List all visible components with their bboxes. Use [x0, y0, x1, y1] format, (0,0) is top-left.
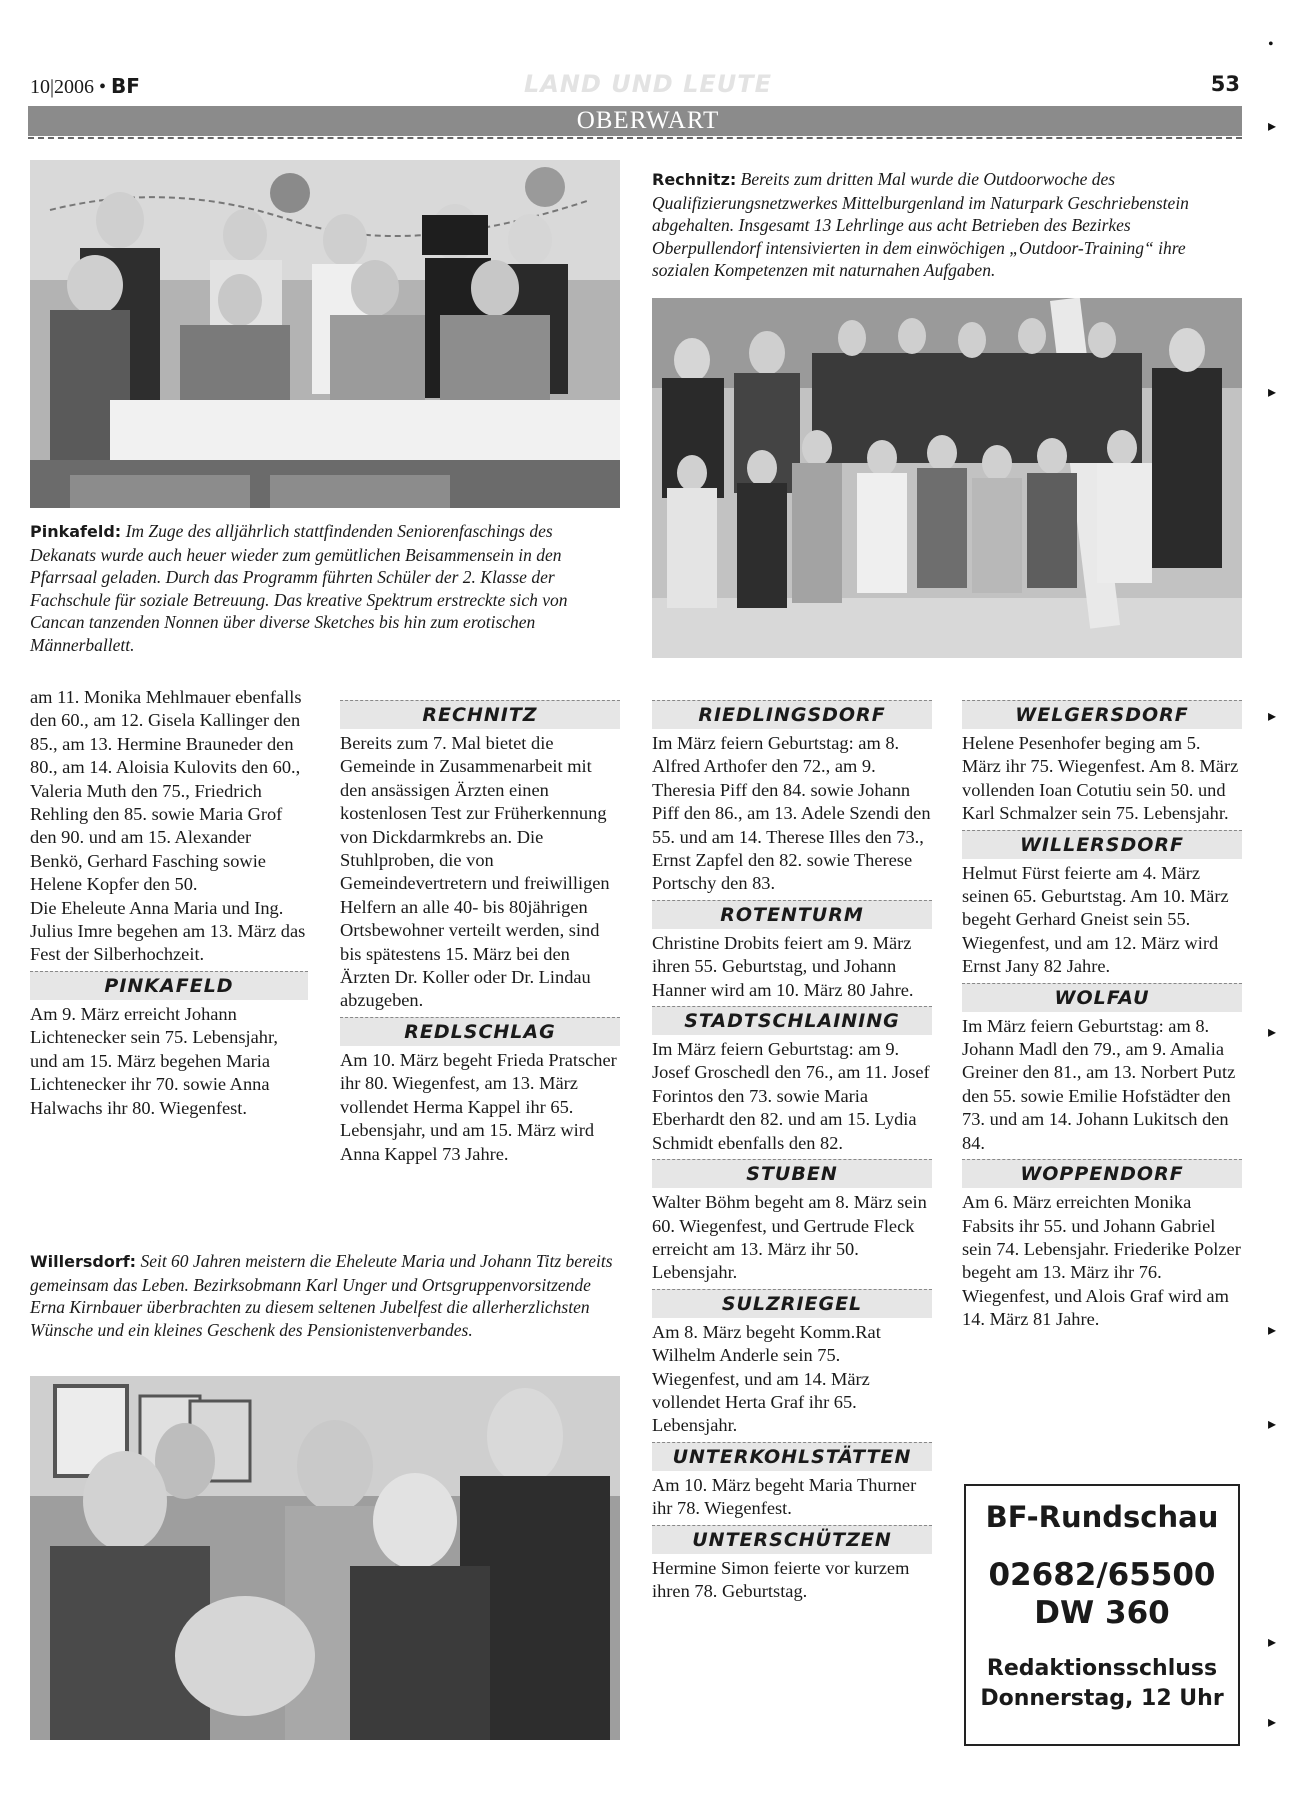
- text-stadtschlaining: Im März feiern Geburtstag: am 9. Josef Groschedl den 76., am 11. Josef Forintos den 73. sowie Maria Eberhardt den 82. und am 15. Lydia Schmidt ebenfalls den 82.: [652, 1039, 930, 1153]
- margin-mark: ▸: [1268, 1634, 1277, 1651]
- caption-rechnitz-text: Bereits zum dritten Mal wurde die Outdoorwoche des Qualifizierungsnetzwerkes Mittelburgenland im Naturpark Geschriebenstein abgehalten. Insgesamt 13 Lehrlinge aus acht Betrieben des Bezirkes Oberpullendorf intensivierten in dem einwöchigen „Outdoor-Training“ ihre sozialen Kompetenzen mit naturnahen Aufgaben.: [652, 169, 1189, 280]
- issue-bullet: •: [99, 76, 107, 98]
- margin-mark: •: [1268, 36, 1274, 53]
- brand-label: BF: [111, 74, 140, 98]
- text-riedlingsdorf: Im März feiern Geburtstag: am 8. Alfred Arthofer den 72., am 9. Theresia Piff den 84. sowie Johann Piff den 86., am 13. Adele Szendi den 55. und am 14. Therese Illes den 73., Ernst Zapfel den 82. sowie Therese Portschy den 83.: [652, 733, 931, 894]
- heading-stuben: STUBEN: [652, 1159, 932, 1188]
- heading-pinkafeld: PINKAFELD: [30, 971, 308, 1000]
- text-welgersdorf: Helene Pesenhofer beging am 5. März ihr 75. Wiegenfest. Am 8. März vollenden Ioan Cotutiu sein 50. und Karl Schmalzer sein 75. Lebensjahr.: [962, 733, 1239, 824]
- column-1-lead: am 11. Monika Mehlmauer ebenfalls den 60., am 12. Gisela Kallinger den 85., am 13. Hermine Brauneder den 80., am 14. Aloisia Kulovits den 60., Valeria Muth den 75., Friedrich Rehling den 85. sowie Maria Grof den 90. und am 15. Alexander Benkö, Gerhard Fasching sowie Helene Kopfer den 50.: [30, 687, 302, 895]
- text-pinkafeld: Am 9. März erreicht Johann Lichtenecker sein 75. Lebensjahr, und am 15. März begehen Maria Lichtenecker ihr 70. sowie Anna Halwachs ihr 80. Wiegenfest.: [30, 1003, 278, 1118]
- heading-woppendorf: WOPPENDORF: [962, 1159, 1242, 1188]
- text-unterschuetzen: Hermine Simon feierte vor kurzem ihren 78. Geburtstag.: [652, 1557, 910, 1601]
- text-rotenturm: Christine Drobits feiert am 9. März ihren 55. Geburtstag, und Johann Hanner wird am 10. März 80 Jahre.: [652, 932, 914, 1000]
- issue-number: 10|2006: [30, 76, 95, 98]
- caption-willersdorf-text: Seit 60 Jahren meistern die Eheleute Maria und Johann Titz bereits gemeinsam das Leben. Bezirksobmann Karl Unger und Ortsgruppenvorsitzende Erna Kirnbauer überbrachten zu diesem seltenen Jubelfest die allerherzlichsten Wünsche und ein kleines Geschenk des Pensionistenverbandes.: [30, 1251, 613, 1340]
- heading-stadtschlaining: STADTSCHLAINING: [652, 1006, 932, 1035]
- margin-mark: ▸: [1268, 708, 1277, 725]
- photo-willersdorf-couple: [30, 1376, 620, 1740]
- margin-mark: ▸: [1268, 1416, 1277, 1433]
- box-phone: 02682/65500: [988, 1557, 1216, 1593]
- margin-mark: ▸: [1268, 1322, 1277, 1339]
- caption-rechnitz-place: Rechnitz:: [652, 170, 737, 189]
- heading-unterschuetzen: UNTERSCHÜTZEN: [652, 1525, 932, 1554]
- caption-willersdorf-place: Willersdorf:: [30, 1252, 137, 1271]
- heading-redlschlag: REDLSCHLAG: [340, 1017, 620, 1046]
- text-rechnitz: Bereits zum 7. Mal bietet die Gemeinde in Zusammenarbeit mit den ansässigen Ärzten einen kostenlosen Test zur Früherkennung von Dickdarmkrebs an. Die Stuhlproben, die von Gemeindevertretern und freiwilligen Helfern an alle 40- bis 80jährigen Ortsbewohner verteilt werden, sind bis spätestens 15. März bei den Ärzten Dr. Koller oder Dr. Lindau abzugeben.: [340, 733, 610, 1011]
- header-divider: [28, 137, 1242, 139]
- column-3: [652, 696, 932, 1603]
- heading-riedlingsdorf: RIEDLINGSDORF: [652, 700, 932, 729]
- margin-mark: ▸: [1268, 1024, 1277, 1041]
- box-deadline-time: Donnerstag, 12 Uhr: [980, 1686, 1224, 1711]
- section-title: LAND UND LEUTE: [523, 70, 773, 98]
- box-deadline: [966, 1654, 1238, 1714]
- caption-willersdorf: [30, 1250, 620, 1341]
- photo-rechnitz-group: [652, 298, 1242, 658]
- text-woppendorf: Am 6. März erreichten Monika Fabsits ihr 55. und Johann Gabriel sein 74. Lebensjahr. Friederike Polzer begeht am 13. März ihr 76. Wiegenfest, und Alois Graf wird am 14. März 81 Jahre.: [962, 1192, 1241, 1330]
- text-stuben: Walter Böhm begeht am 8. März sein 60. Wiegenfest, und Gertrude Fleck erreicht am 13. März ihr 50. Lebensjahr.: [652, 1192, 927, 1283]
- heading-willersdorf: WILLERSDORF: [962, 830, 1242, 859]
- rundschau-info-box: [964, 1484, 1240, 1746]
- caption-pinkafeld: [30, 520, 620, 656]
- box-deadline-label: Redaktionsschluss: [986, 1656, 1218, 1681]
- text-unterkohlstaetten: Am 10. März begeht Maria Thurner ihr 78. Wiegenfest.: [652, 1474, 917, 1519]
- heading-sulzriegel: SULZRIEGEL: [652, 1289, 932, 1318]
- column-4: [962, 696, 1242, 1332]
- margin-mark: ▸: [1268, 384, 1277, 401]
- caption-rechnitz: [652, 168, 1242, 282]
- column-1: [30, 686, 308, 1120]
- caption-pinkafeld-text: Im Zuge des alljährlich stattfindenden Seniorenfaschings des Dekanats wurde auch heuer wieder zum gemütlichen Beisammensein in den Pfarrsaal geladen. Durch das Programm führten Schüler der 2. Klasse der Fachschule für soziale Betreuung. Das kreative Spektrum erstreckte sich von Cancan tanzenden Nonnen über diverse Sketches bis hin zum erotischen Männerballett.: [30, 521, 568, 655]
- heading-wolfau: WOLFAU: [962, 983, 1242, 1012]
- region-band-label: OBERWART: [576, 107, 720, 134]
- margin-mark: ▸: [1268, 118, 1277, 135]
- box-title: BF-Rundschau: [985, 1500, 1219, 1534]
- column-1-lead2: Die Eheleute Anna Maria und Ing. Julius Imre begehen am 13. März das Fest der Silberhochzeit.: [30, 897, 306, 965]
- text-willersdorf: Helmut Fürst feierte am 4. März seinen 65. Geburtstag. Am 10. März begeht Gerhard Gneist sein 55. Wiegenfest, und am 12. März wird Ernst Jany 82 Jahre.: [962, 862, 1229, 977]
- text-redlschlag: Am 10. März begeht Frieda Pratscher ihr 80. Wiegenfest, am 13. März vollendet Herma Kappel ihr 65. Lebensjahr, und am 15. März wird Anna Kappel 73 Jahre.: [340, 1049, 617, 1164]
- margin-mark: ▸: [1268, 1714, 1277, 1731]
- heading-rotenturm: ROTENTURM: [652, 900, 932, 929]
- column-2: [340, 696, 620, 1166]
- text-wolfau: Im März feiern Geburtstag: am 8. Johann Madl den 79., am 9. Amalia Greiner den 81., am 13. Norbert Putz den 55. sowie Emilie Hofstädter den 73. und am 14. Johann Lukitsch den 84.: [962, 1015, 1236, 1153]
- page-number: 53: [1210, 72, 1240, 96]
- photo-pinkafeld-seniors: [30, 160, 620, 508]
- heading-welgersdorf: WELGERSDORF: [962, 700, 1242, 729]
- heading-unterkohlstaetten: UNTERKOHLSTÄTTEN: [652, 1442, 932, 1471]
- box-extension: DW 360: [1034, 1595, 1170, 1631]
- heading-rechnitz: RECHNITZ: [340, 700, 620, 729]
- caption-pinkafeld-place: Pinkafeld:: [30, 522, 122, 541]
- text-sulzriegel: Am 8. März begeht Komm.Rat Wilhelm Anderle sein 75. Wiegenfest, und am 14. März vollendet Herta Graf ihr 65. Lebensjahr.: [652, 1321, 881, 1436]
